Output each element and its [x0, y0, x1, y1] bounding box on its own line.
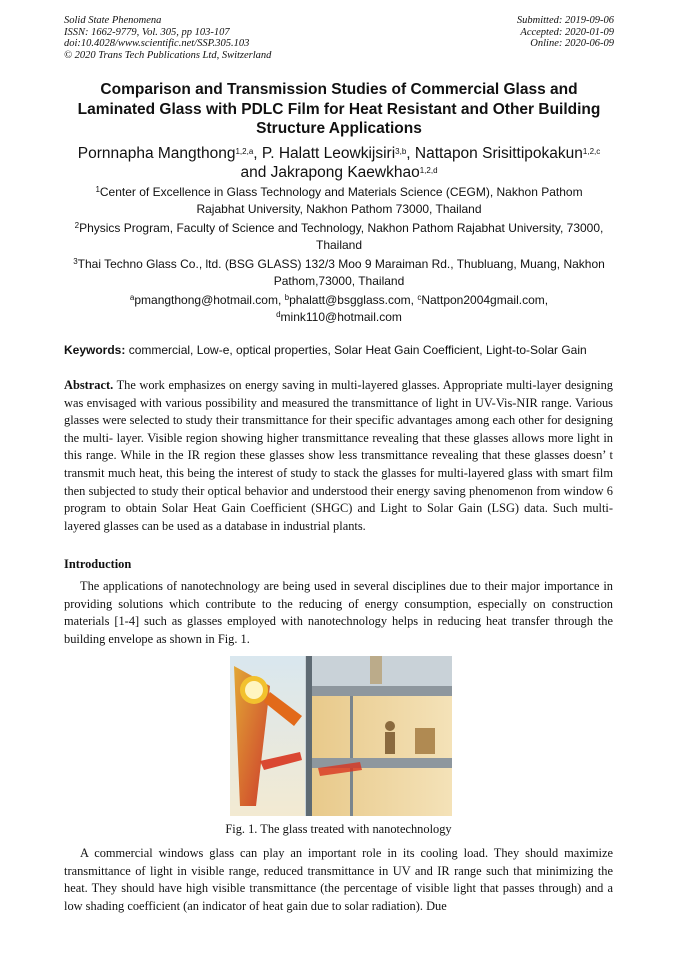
author: P. Halatt Leowkijsiri$^{3,b}$, [261, 145, 415, 162]
figure-building-illustration [230, 656, 452, 816]
author-emails [72, 292, 606, 325]
online-date: Online: 2020-06-09 [530, 38, 614, 49]
affiliation: $^3$Thai Techno Glass Co., ltd. (BSG GLASS) 132/3 Moo 9 Maraiman Rd., Thubluang, Muang, Nakhon Pathom,73000, Thailand [73, 257, 605, 288]
email-link[interactable]: $^c$Nattpon2004gmail.com, [417, 293, 549, 307]
journal-name: Solid State Phenomena [64, 15, 162, 26]
keywords-text: commercial, Low-e, optical properties, Solar Heat Gain Coefficient, Light-to-Solar Gain [125, 343, 587, 357]
journal-info [64, 15, 364, 61]
email-link[interactable]: $^b$phalatt@bsgglass.com, [284, 293, 418, 307]
affiliation: $^2$Physics Program, Faculty of Science and Technology, Nakhon Pathom Rajabhat University, 73000, Thailand [74, 221, 604, 252]
author: and Jakrapong Kaewkhao$^{1,2,d}$ [240, 164, 438, 181]
keywords-label: Keywords: [64, 343, 126, 357]
issn: ISSN: 1662-9779, Vol. 305, pp 103-107 [64, 26, 230, 38]
building-glass-illustration [230, 656, 452, 816]
abstract-label: Abstract. [64, 378, 114, 392]
author: Nattapon Srisittipokakun$^{1,2,c}$ [414, 145, 601, 162]
author: Pornnapha Mangthong$^{1,2,a}$, [77, 145, 262, 162]
accepted-date: Accepted: 2020-01-09 [520, 26, 614, 38]
affiliation: $^1$Center of Excellence in Glass Technology and Materials Science (CEGM), Nakhon Pathom Rajabhat University, Nakhon Pathom 73000, Thailand [95, 185, 583, 216]
author-list [40, 144, 638, 182]
keywords [64, 343, 638, 357]
paragraph: The applications of nanotechnology are being used in several disciplines due to their major importance in providing solutions which contribute to the reducing of energy consumption, especially on construction materials [1-4] such as glasses employed with nanotechnology helps in reducing heat transfer through the building envelope as shown in Fig. 1. [64, 579, 613, 646]
section-heading: Introduction [64, 557, 132, 571]
figure-caption: Fig. 1. The glass treated with nanotechnology [225, 822, 452, 836]
abstract-text: The work emphasizes on energy saving in multi-layered glasses. Appropriate multi-layer designing was envisaged with various possibility and measured the transmittance of light in UV-Vis-NIR range. Various glasses were selected to study their transmittance for their specific advantages among each other for designing the multi- layer. Visible region showing higher transmittance revealing that these glasses allows more light in this range. While in the IR region these glasses show less transmittance revealing that these glasses doesn’ t transmit much heat, this being the interest of study to stack the glasses for multi-layered glass with smart film then subjected to study their optical behavior and understood their energy saving phenomenon from window 6 program to obtain Solar Heat Gain Coefficient (SHGC) and Light to Solar Gain (LSG) data. Such multi-layered glasses can be used as a database in industrial plants. [64, 378, 613, 533]
abstract [64, 377, 613, 535]
email-link[interactable]: $^a$pmangthong@hotmail.com, [129, 293, 285, 307]
copyright: © 2020 Trans Tech Publications Ltd, Switzerland [64, 49, 272, 61]
paper-title: Comparison and Transmission Studies of Commercial Glass and Laminated Glass with PDLC Film for Heat Resistant and Other Building Structure Applications [77, 81, 601, 137]
doi[interactable]: doi:10.4028/www.scientific.net/SSP.305.103 [64, 38, 250, 49]
dates-info [414, 15, 614, 50]
paragraph: A commercial windows glass can play an important role in its cooling load. They should maximize transmittance of light in visible range, reduced transmittance in UV and IR range such that minimizing the heat. They should have high visible transmittance (the percentage of visible light that passes through) and a low shading coefficient (an indicator of heat gain due to solar radiation). Due [64, 846, 613, 913]
submitted-date: Submitted: 2019-09-06 [516, 15, 614, 26]
email-link[interactable]: $^d$mink110@hotmail.com [276, 309, 402, 324]
